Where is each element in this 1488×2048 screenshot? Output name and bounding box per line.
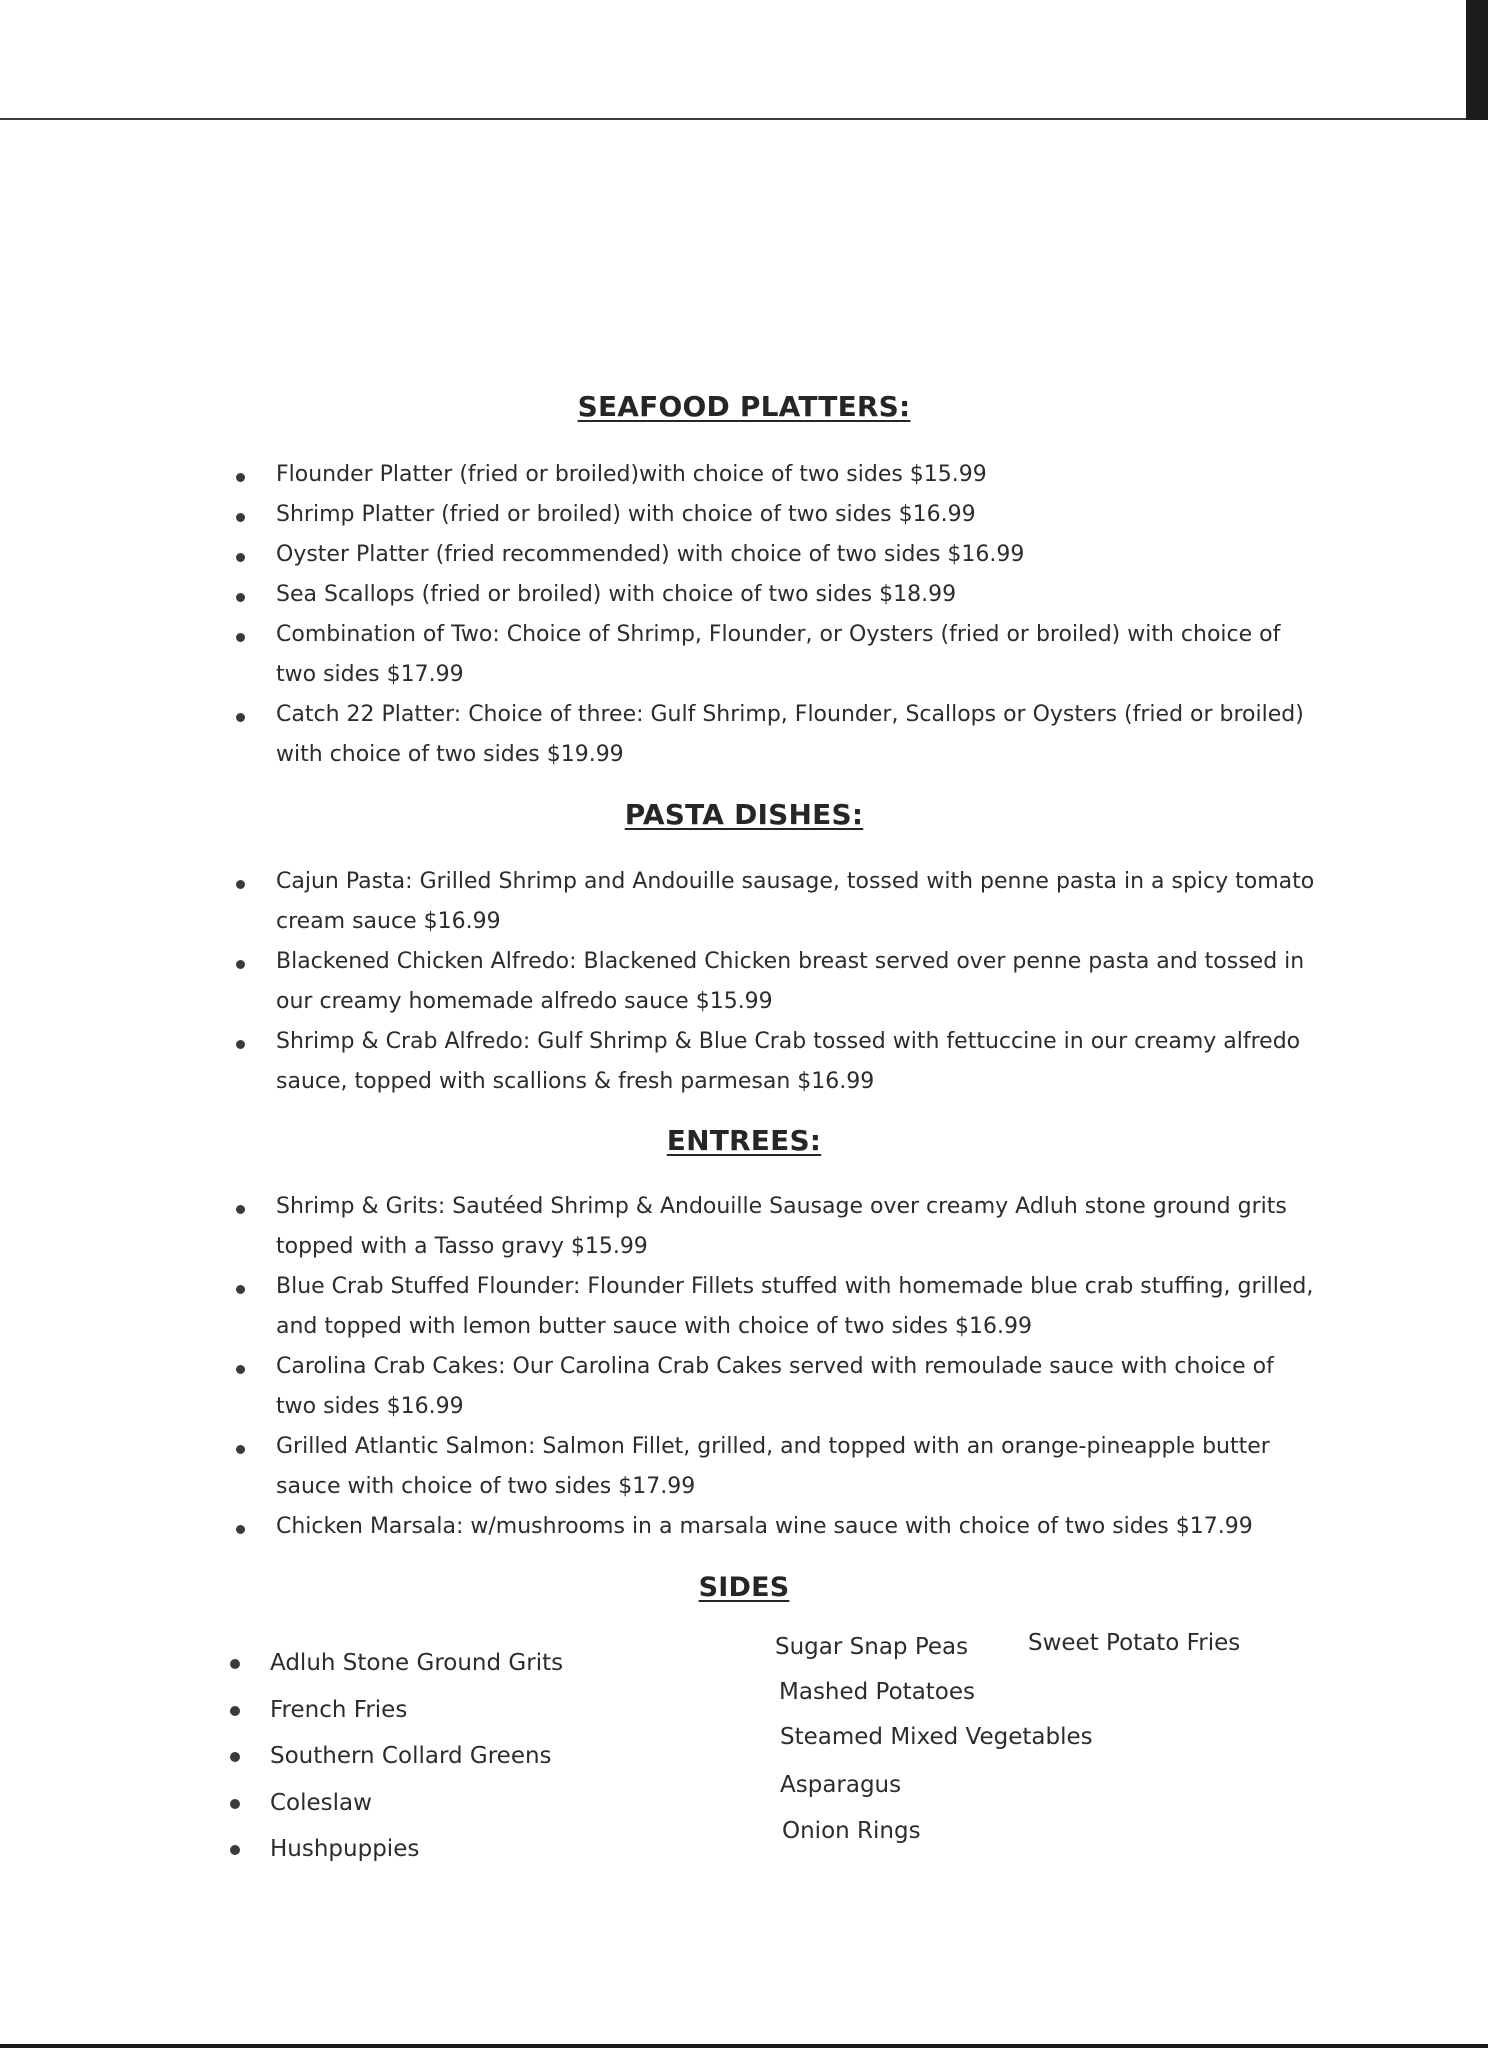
seafood-platters-list (276, 455, 1316, 775)
list-item: Cajun Pasta: Grilled Shrimp and Andouille sausage, tossed with penne pasta in a spicy tomato cream sauce $16.99 (276, 862, 1316, 942)
list-item: Grilled Atlantic Salmon: Salmon Fillet, grilled, and topped with an orange-pineapple butter sauce with choice of two sides $17.99 (276, 1427, 1316, 1507)
bullet-icon (230, 1659, 240, 1669)
bullet-icon (236, 1205, 245, 1214)
bullet-icon (236, 1445, 245, 1454)
entrees-heading: ENTREES: (666, 1124, 822, 1157)
bullet-icon (230, 1799, 240, 1809)
list-item: Carolina Crab Cakes: Our Carolina Crab Cakes served with remoulade sauce with choice of two sides $16.99 (276, 1347, 1316, 1427)
list-item: Coleslaw (270, 1780, 730, 1827)
pasta-dishes-heading: PASTA DISHES: (624, 798, 864, 831)
pasta-dishes-list (276, 862, 1316, 1102)
list-item: Blackened Chicken Alfredo: Blackened Chicken breast served over penne pasta and tossed in our creamy homemade alfredo sauce $15.99 (276, 942, 1316, 1022)
list-item: French Fries (270, 1687, 730, 1734)
bullet-icon (230, 1752, 240, 1762)
list-item: Shrimp & Grits: Sautéed Shrimp & Andouille Sausage over creamy Adluh stone ground grits topped with a Tasso gravy $15.99 (276, 1187, 1316, 1267)
bullet-icon (236, 880, 245, 889)
bullet-icon (236, 713, 245, 722)
bullet-icon (236, 633, 245, 642)
seafood-platters-heading: SEAFOOD PLATTERS: (577, 390, 911, 423)
list-item: Onion Rings (782, 1818, 921, 1844)
scan-margin-top (0, 0, 1488, 120)
entrees-list (276, 1187, 1316, 1547)
list-item: Flounder Platter (fried or broiled)with choice of two sides $15.99 (276, 455, 1316, 495)
list-item: Sugar Snap Peas (775, 1634, 969, 1660)
list-item: Combination of Two: Choice of Shrimp, Flounder, or Oysters (fried or broiled) with choice of two sides $17.99 (276, 615, 1316, 695)
scan-shadow-corner (1466, 0, 1488, 120)
list-item: Sweet Potato Fries (1028, 1630, 1241, 1656)
bullet-icon (236, 593, 245, 602)
sides-heading: SIDES (698, 1572, 790, 1603)
sides-left-column (270, 1640, 730, 1873)
list-item: Southern Collard Greens (270, 1733, 730, 1780)
bullet-icon (230, 1706, 240, 1716)
list-item: Steamed Mixed Vegetables (780, 1724, 1093, 1750)
list-item: Shrimp & Crab Alfredo: Gulf Shrimp & Blue Crab tossed with fettuccine in our creamy alfredo sauce, topped with scallions & fresh parmesan $16.99 (276, 1022, 1316, 1102)
list-item: Hushpuppies (270, 1826, 730, 1873)
list-item: Adluh Stone Ground Grits (270, 1640, 730, 1687)
scan-sheet-edge-bottom (0, 2044, 1488, 2048)
list-item: Oyster Platter (fried recommended) with choice of two sides $16.99 (276, 535, 1316, 575)
list-item: Shrimp Platter (fried or broiled) with choice of two sides $16.99 (276, 495, 1316, 535)
list-item: Asparagus (780, 1772, 902, 1798)
bullet-icon (236, 473, 245, 482)
list-item: Blue Crab Stuffed Flounder: Flounder Fillets stuffed with homemade blue crab stuffing, grilled, and topped with lemon butter sauce with choice of two sides $16.99 (276, 1267, 1316, 1347)
list-item: Chicken Marsala: w/mushrooms in a marsala wine sauce with choice of two sides $17.99 (276, 1507, 1316, 1547)
list-item: Mashed Potatoes (779, 1679, 976, 1705)
bullet-icon (236, 1525, 245, 1534)
bullet-icon (236, 960, 245, 969)
bullet-icon (236, 1285, 245, 1294)
list-item: Catch 22 Platter: Choice of three: Gulf Shrimp, Flounder, Scallops or Oysters (fried or broiled) with choice of two sides $19.99 (276, 695, 1316, 775)
bullet-icon (236, 513, 245, 522)
bullet-icon (236, 1365, 245, 1374)
list-item: Sea Scallops (fried or broiled) with choice of two sides $18.99 (276, 575, 1316, 615)
bullet-icon (236, 553, 245, 562)
bullet-icon (236, 1040, 245, 1049)
scan-sheet-edge (0, 118, 1466, 120)
bullet-icon (230, 1845, 240, 1855)
